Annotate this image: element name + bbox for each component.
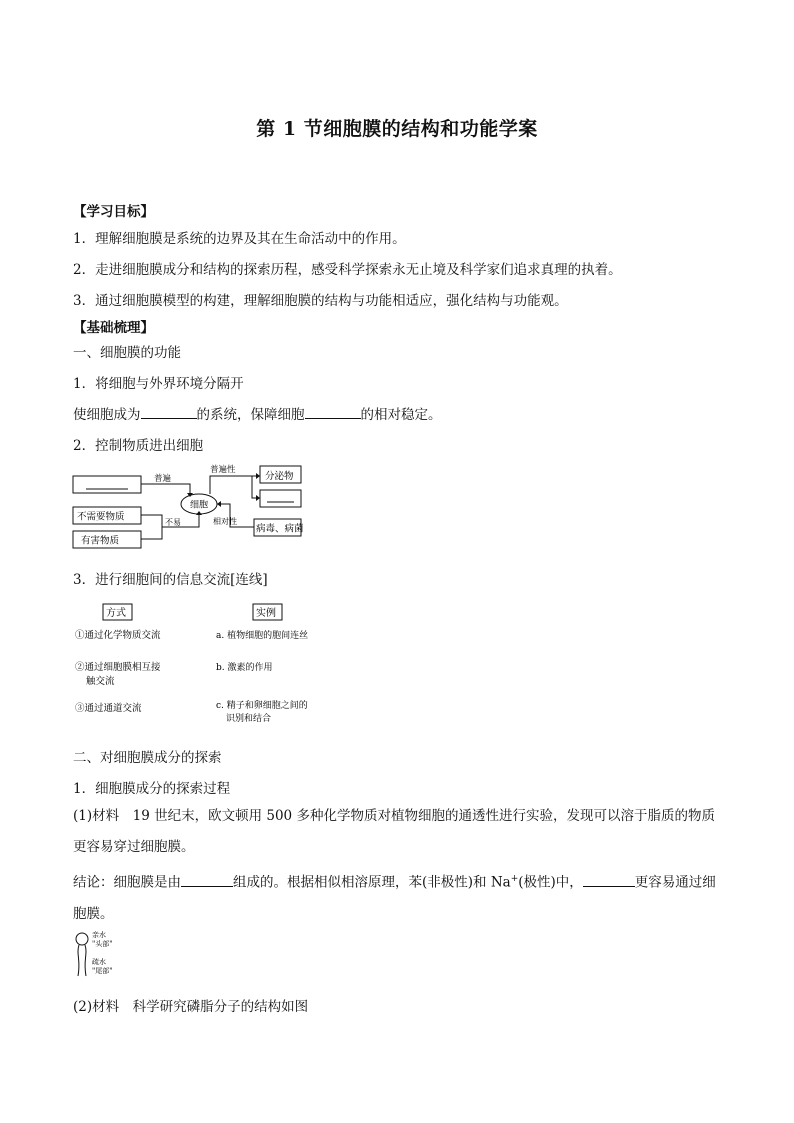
phospholipid-diagram — [72, 928, 152, 980]
diagram-box-blank-right — [260, 490, 301, 507]
diagram-label-not-easy: 不易 — [165, 518, 181, 527]
objective-item-3: 3．通过细胞膜模型的构建，理解细胞膜的结构与功能相适应，强化结构与功能观。 — [73, 293, 568, 309]
basics-heading: 【基础梳理】 — [73, 320, 154, 336]
matching-right-item-a[interactable]: a. 植物细胞的胞间连丝 — [216, 631, 309, 641]
matching-right-item-b[interactable]: b. 激素的作用 — [216, 663, 273, 673]
diagram-label-unneeded: 不需要物质 — [77, 511, 125, 523]
diagram-box-blank-left — [73, 476, 141, 493]
material-2-line: (2)材料 科学研究磷脂分子的结构如图 — [73, 999, 309, 1015]
matching-header-left: 方式 — [106, 608, 126, 619]
basics-item-1: 1．将细胞与外界环境分隔开 — [73, 376, 244, 392]
substance-control-diagram — [70, 462, 310, 554]
answer-blank[interactable] — [583, 872, 635, 887]
fill-text-a: 使细胞成为 — [73, 407, 141, 423]
answer-blank[interactable] — [305, 404, 361, 419]
matching-left-item-2[interactable]: ②通过细胞膜相互接 — [75, 662, 161, 673]
answer-blank[interactable] — [141, 404, 197, 419]
conclusion-text-d: 更容易通过细胞膜。 — [73, 874, 716, 922]
diagram-label-common-nature: 普遍性 — [210, 465, 236, 475]
diagram-label-common: 普遍 — [154, 474, 172, 484]
matching-right-item-c[interactable]: c. 精子和卵细胞之间的 — [216, 701, 308, 711]
conclusion-text-b: 组成的。根据相似相溶原理，苯(非极性)和 Na — [233, 874, 511, 891]
phospholipid-label-tail-2: "尾部" — [92, 967, 113, 975]
fill-text-c: 的相对稳定。 — [360, 407, 442, 423]
objective-item-2: 2．走进细胞膜成分和结构的探索历程，感受科学探索永无止境及科学家们追求真理的执着。 — [73, 262, 622, 278]
phospholipid-label-head-2: "头部" — [92, 940, 113, 948]
section2-heading: 二、对细胞膜成分的探索 — [73, 750, 222, 766]
phospholipid-label-head-1: 亲水 — [92, 931, 106, 939]
phospholipid-tail-left — [78, 945, 79, 976]
material-1-paragraph: (1)材料 19 世纪末，欧文顿用 500 多种化学物质对植物细胞的通透性进行实验，发现可以溶于脂质的物质更容易穿过细胞膜。 — [73, 808, 715, 855]
matching-left-item-3[interactable]: ③通过通道交流 — [75, 703, 142, 714]
diagram-label-relativity: 相对性 — [213, 517, 237, 526]
basics-item-3: 3．进行细胞间的信息交流[连线] — [73, 572, 268, 588]
answer-blank[interactable] — [181, 872, 233, 887]
matching-left-item-2-cont: 触交流 — [86, 676, 115, 687]
matching-diagram — [70, 600, 360, 730]
phospholipid-tail-right — [85, 945, 86, 976]
diagram-label-cell: 细胞 — [190, 500, 209, 511]
matching-header-right: 实例 — [256, 608, 276, 619]
conclusion-paragraph — [73, 864, 723, 930]
objective-item-1: 1．理解细胞膜是系统的边界及其在生命活动中的作用。 — [73, 231, 406, 247]
conclusion-superscript: + — [510, 874, 519, 884]
phospholipid-head — [76, 933, 88, 945]
diagram-label-harmful: 有害物质 — [81, 535, 120, 547]
diagram-label-virus: 病毒、病菌 — [256, 523, 304, 535]
fill-text-b: 的系统，保障细胞 — [196, 407, 305, 423]
section1-heading: 一、细胞膜的功能 — [73, 345, 181, 361]
section2-item-1: 1．细胞膜成分的探索过程 — [73, 781, 231, 797]
phospholipid-label-tail-1: 疏水 — [92, 958, 106, 966]
conclusion-text-a: 结论：细胞膜是由 — [73, 874, 181, 891]
conclusion-text-c: (极性)中， — [518, 874, 583, 891]
page-title: 第 1 节细胞膜的结构和功能学案 — [256, 118, 538, 140]
objectives-heading: 【学习目标】 — [73, 204, 154, 220]
basics-item-2: 2．控制物质进出细胞 — [73, 438, 204, 454]
fill-sentence-1 — [73, 403, 442, 423]
matching-left-item-1[interactable]: ①通过化学物质交流 — [75, 630, 161, 641]
matching-right-item-c-cont: 识别和结合 — [226, 714, 272, 724]
diagram-label-secretion: 分泌物 — [265, 471, 294, 482]
